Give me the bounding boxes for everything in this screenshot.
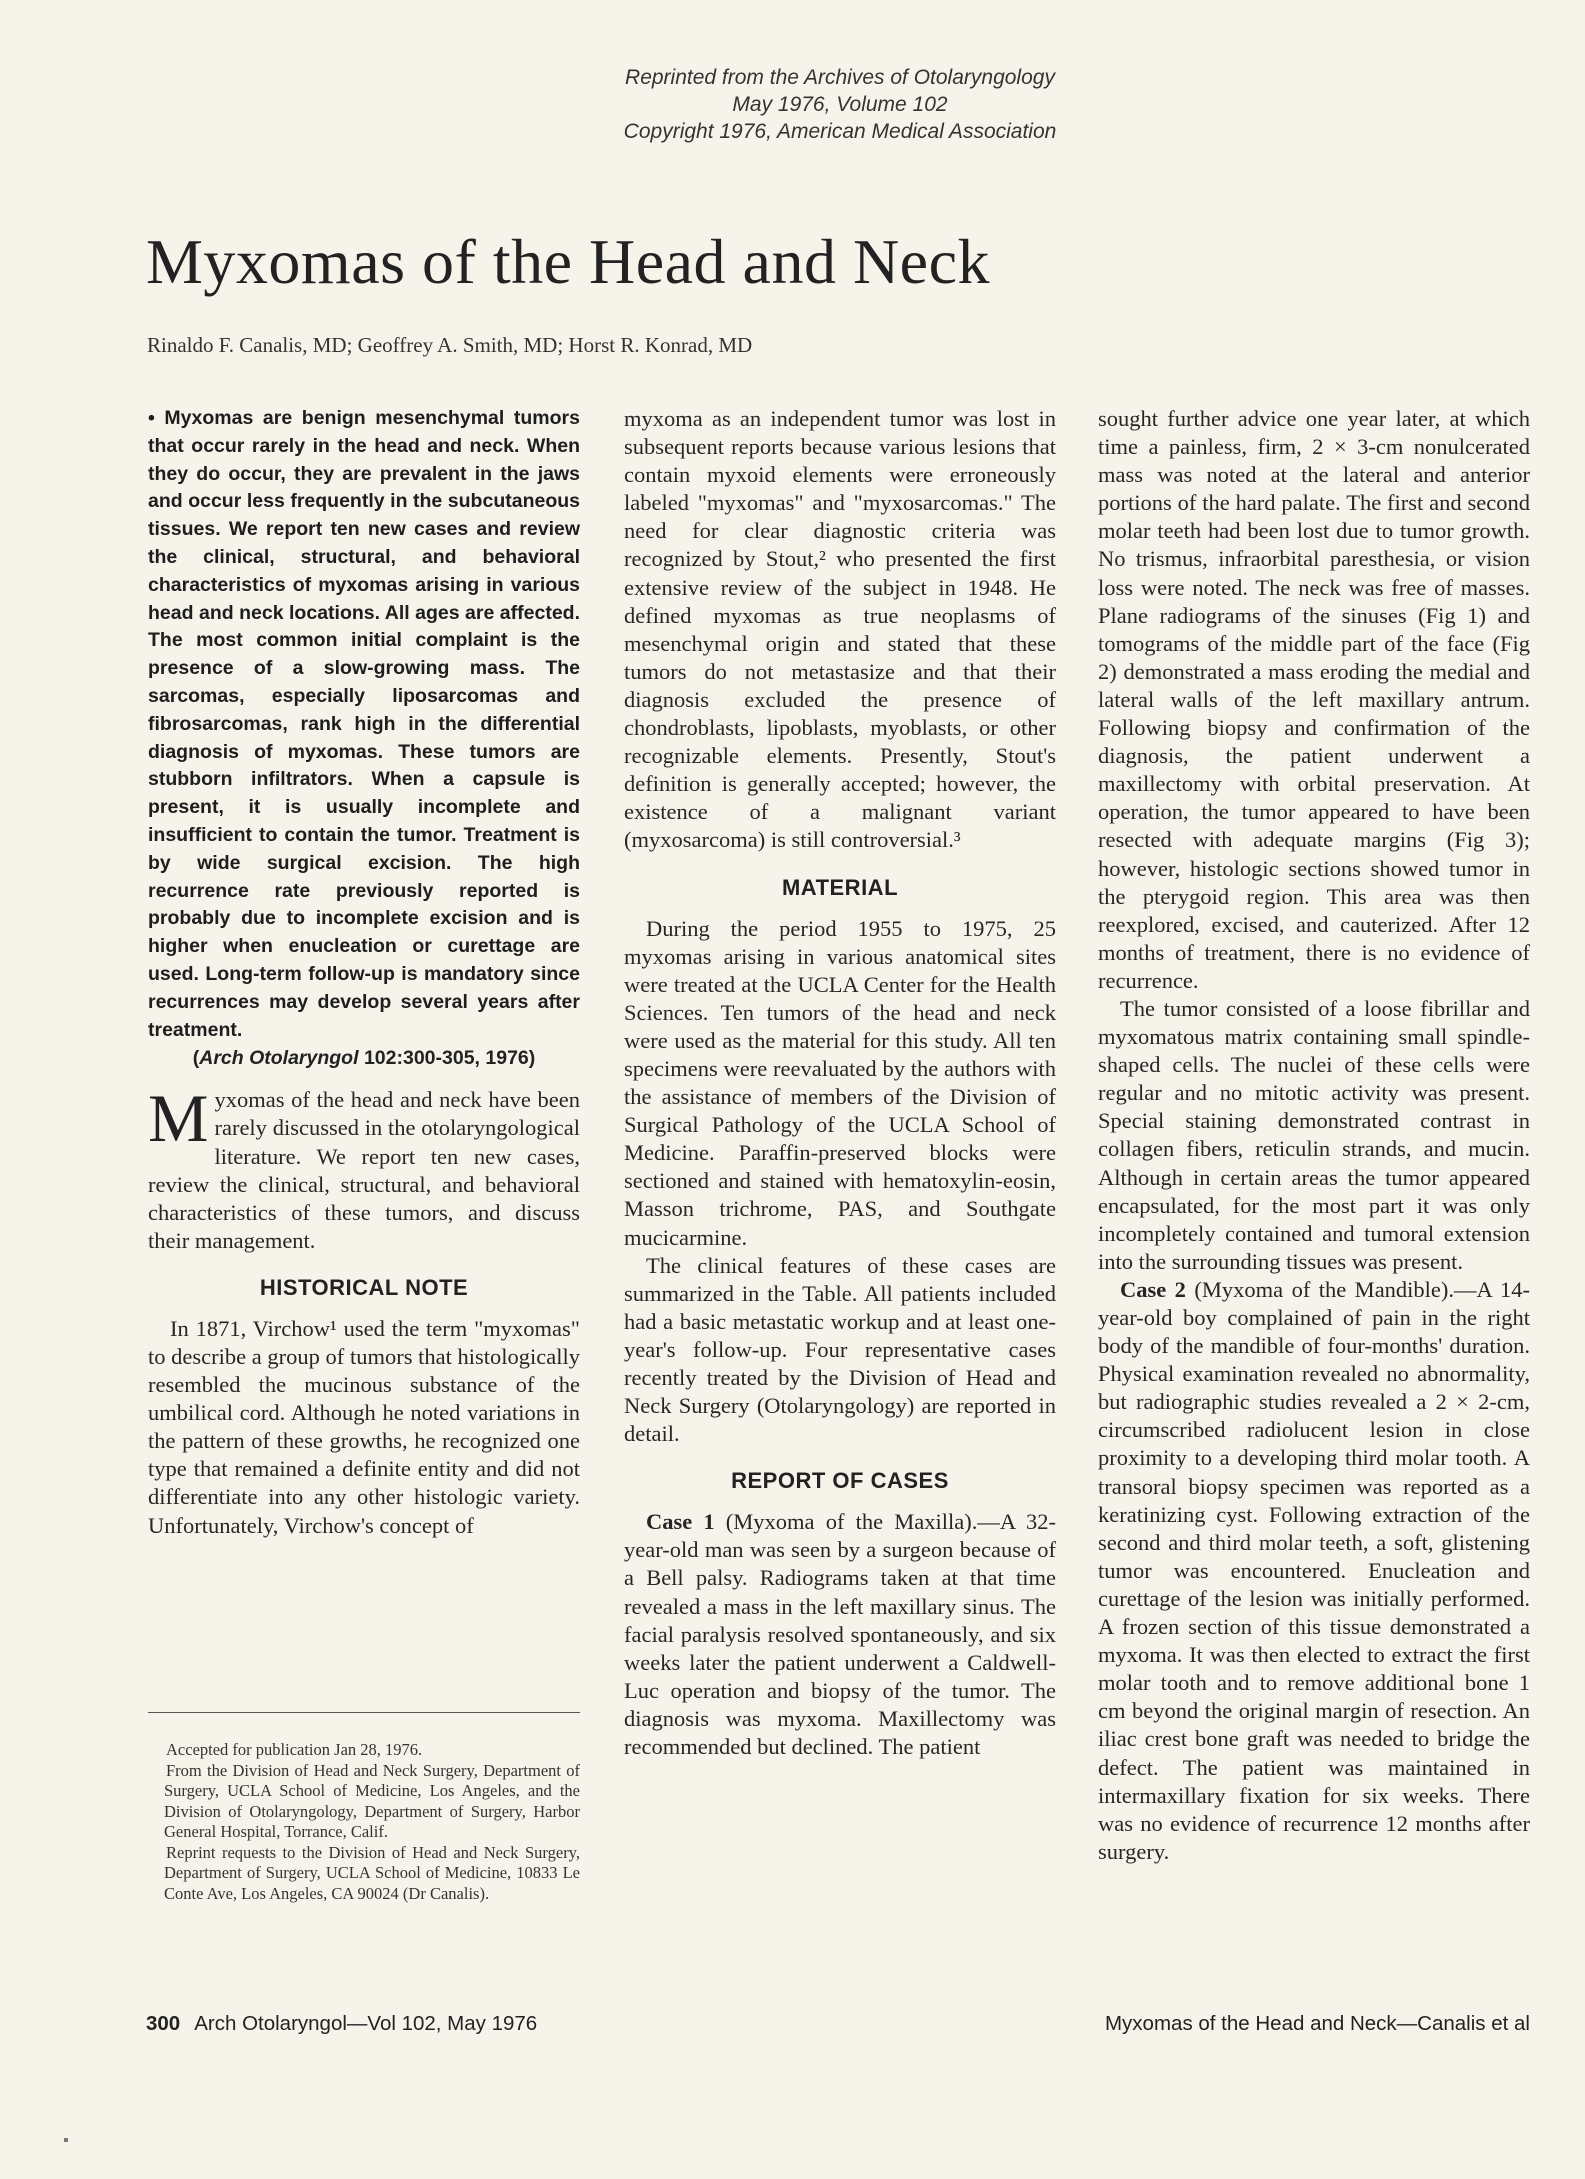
case-1-text: (Myxoma of the Maxilla).—A 32-year-old man was seen by a surgeon because of a Bell palsy. Radiograms taken at that time revealed a mass in the left maxillary sinus. The facial paralysis resolved spontaneously, and six weeks later the patient underwent a Caldwell-Luc operation and biopsy of the tumor. The diagnosis was myxoma. Maxillectomy was recommended but declined. The patient (624, 1509, 1056, 1760)
intro-text: yxomas of the head and neck have been rarely discussed in the otolaryngological literature. We report ten new cases, review the clinical, structural, and behavioral characteristics of these tumors, and discuss their management. (148, 1087, 580, 1253)
citation-ref: 102:300-305, 1976) (358, 1047, 536, 1070)
scan-speck (64, 2138, 68, 2142)
column-1 (148, 405, 580, 1540)
report-of-cases-heading: REPORT OF CASES (731, 1468, 949, 1494)
abstract-text: • Myxomas are benign mesenchymal tumors that occur rarely in the head and neck. When they do occur, they are prevalent in the jaws and occur less frequently in the subcutaneous tissues. We report ten new cases and review the clinical, structural, and behavioral characteristics of myxomas arising in various head and neck locations. All ages are affected. The most common initial complaint is the presence of a slow-growing mass. The sarcomas, especially liposarcomas and fibrosarcomas, rank high in the differential diagnosis of myxomas. These tumors are stubborn infiltrators. When a capsule is present, it is usually incomplete and insufficient to contain the tumor. Treatment is by wide surgical excision. The high recurrence rate previously reported is probably due to incomplete excision and is higher when enucleation or curettage are used. Long-term follow-up is mandatory since recurrences may develop several years after treatment. (148, 407, 580, 1041)
case-1-label: Case 1 (646, 1509, 715, 1535)
footnotes (164, 1740, 580, 1904)
footer-journal-info: Arch Otolaryngol—Vol 102, May 1976 (194, 2012, 538, 2035)
case-1-paragraph-cont: sought further advice one year later, at which time a painless, firm, 2 × 3-cm nonulcerated mass was noted at the lateral and anterior portions of the hard palate. The first and second molar teeth had been lost due to tumor growth. No trismus, infraorbital paresthesia, or vision loss were noted. The neck was free of masses. Plane radiograms of the sinuses (Fig 1) and tomograms of the middle part of the face (Fig 2) demonstrated a mass eroding the medial and lateral walls of the left maxillary antrum. Following biopsy and confirmation of the diagnosis, the patient underwent a maxillectomy with orbital preservation. At operation, the tumor appeared to have been resected with adequate margins (Fig 3); however, histologic sections showed tumor in the pterygoid region. This area was then reexplored, excised, and cauterized. After 12 months of treatment, there is no evidence of recurrence. (1098, 406, 1530, 993)
historical-note-continued (624, 405, 1056, 855)
footnote-accepted: Accepted for publication Jan 28, 1976. (166, 1740, 423, 1759)
footer-running-title: Myxomas of the Head and Neck—Canalis et al (1104, 2012, 1530, 2035)
historical-paragraph-1: In 1871, Virchow¹ used the term "myxomas" to describe a group of tumors that histologically resembled the mucinous substance of the umbilical cord. Although he noted variations in the pattern of these growths, he recognized one type that remained a definite entity and did not differentiate into any other histologic variety. Unfortunately, Virchow's concept of (148, 1315, 580, 1538)
reprint-line-1: Reprinted from the Archives of Otolaryngology (625, 66, 1055, 89)
case-1-body (624, 1508, 1056, 1761)
footnote-affiliation: From the Division of Head and Neck Surgery, Department of Surgery, UCLA School of Medicine, Los Angeles, and the Division of Otolaryngology, Department of Surgery, Harbor General Hospital, Torrance, Calif. (164, 1760, 580, 1841)
footnote-divider (148, 1712, 580, 1713)
citation-journal: Arch Otolaryngol (199, 1047, 359, 1070)
historical-note-heading: HISTORICAL NOTE (259, 1274, 469, 1300)
material-paragraph-1: During the period 1955 to 1975, 25 myxomas arising in various anatomical sites were treated at the UCLA Center for the Health Sciences. Ten tumors of the head and neck were used as the material for this study. All ten specimens were reevaluated by the authors with the assistance of members of the Division of Surgical Pathology of the UCLA School of Medicine. Paraffin-preserved blocks were sectioned and stained with hematoxylin-eosin, Masson trichrome, PAS, and Southgate mucicarmine. (624, 915, 1056, 1250)
case-2-label: Case 2 (1120, 1276, 1186, 1302)
citation-open: ( (192, 1047, 200, 1070)
reprint-line-3: Copyright 1976, American Medical Association (623, 120, 1057, 143)
column-2 (624, 405, 1056, 1761)
intro-dropcap: M (148, 1080, 209, 1157)
page-number: 300 (146, 2012, 181, 2035)
historical-paragraph-1-cont: myxoma as an independent tumor was lost in subsequent reports because various lesions that contain myxoid elements were erroneously labeled "myxomas" and "myxosarcomas." The need for clear diagnostic criteria was recognized by Stout,² who presented the first extensive review of the subject in 1948. He defined myxomas as true neoplasms of mesenchymal origin and stated that these tumors do not metastasize and that their diagnosis excluded the presence of chondroblasts, lipoblasts, myoblasts, or other recognizable elements. Presently, Stout's definition is generally accepted; however, the existence of a malignant variant (myxosarcoma) is still controversial.³ (624, 406, 1056, 853)
case-1-continued (1098, 405, 1530, 1866)
article-title: Myxomas of the Head and Neck (146, 226, 990, 297)
abstract (148, 405, 580, 1044)
footer-left (146, 2012, 537, 2036)
case-1-paragraph-2: The tumor consisted of a loose fibrillar and myxomatous matrix containing small spindle-shaped cells. The nuclei of these cells were regular and no mitotic activity was present. Special staining demonstrated contrast in collagen fibers, reticulin strands, and mucin. Although in certain areas the tumor appeared encapsulated, for the most part it was only incompletely contained and tumoral extension into the surrounding tissues was present. (1098, 995, 1530, 1274)
reprint-notice (440, 64, 1240, 145)
article-authors: Rinaldo F. Canalis, MD; Geoffrey A. Smith, MD; Horst R. Konrad, MD (147, 333, 753, 357)
intro-paragraph (148, 1080, 580, 1255)
material-heading: MATERIAL (781, 874, 899, 900)
reprint-line-2: May 1976, Volume 102 (732, 93, 948, 116)
historical-note-body (148, 1315, 580, 1540)
footnote-reprints: Reprint requests to the Division of Head and Neck Surgery, Department of Surgery, UCLA School of Medicine, 10833 Le Conte Ave, Los Angeles, CA 90024 (Dr Canalis). (164, 1842, 580, 1903)
material-paragraph-2: The clinical features of these cases are summarized in the Table. All patients included had a basic metastatic workup and at least one-year's follow-up. Four representative cases recently treated by the Division of Head and Neck Surgery (Otolaryngology) are reported in detail. (624, 1252, 1056, 1447)
material-body (624, 915, 1056, 1449)
abstract-citation (148, 1044, 580, 1072)
case-2-text: (Myxoma of the Mandible).—A 14-year-old boy complained of pain in the right body of the mandible of four-months' duration. Physical examination revealed no abnormality, but radiographic studies revealed a 2 × 2-cm, circumscribed radiolucent lesion in close proximity to a developing third molar tooth. A transoral biopsy specimen was reported as a keratinizing cyst. Following extraction of the second and third molar teeth, a soft, glistening tumor was encountered. Enucleation and curettage of the lesion was initially performed. A frozen section of this tissue demonstrated a myxoma. It was then elected to extract the first molar tooth and to remove additional bone 1 cm beyond the original margin of resection. An iliac crest bone graft was needed to bridge the defect. The patient was maintained in intermaxillary fixation for six weeks. There was no evidence of recurrence 12 months after surgery. (1098, 1276, 1530, 1864)
column-3 (1098, 405, 1530, 1866)
